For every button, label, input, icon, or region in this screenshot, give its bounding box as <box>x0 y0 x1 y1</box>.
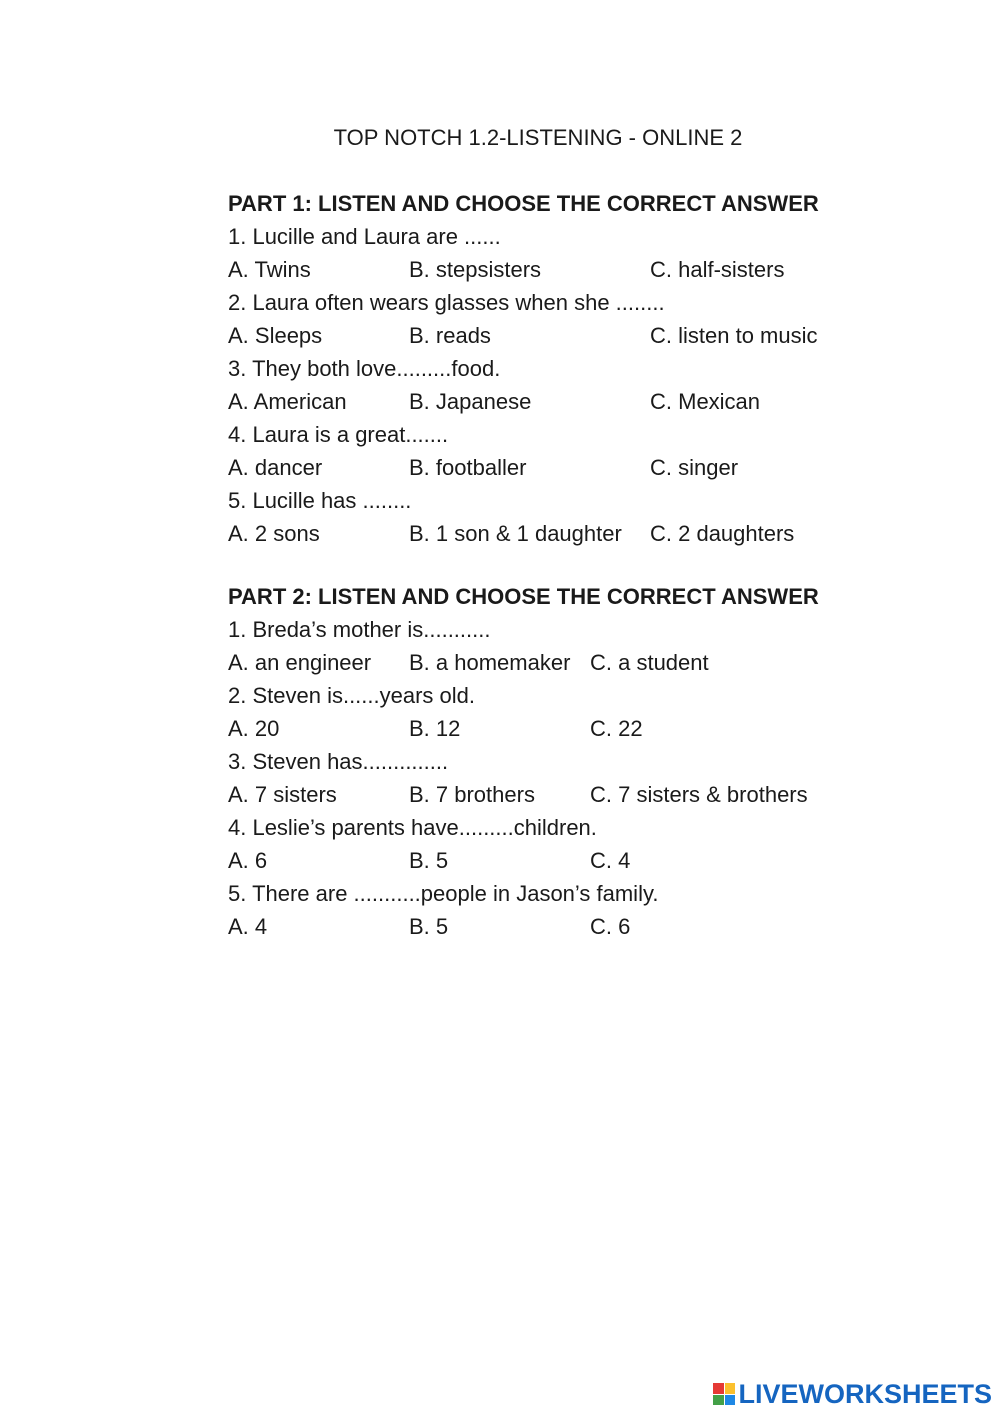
option-c[interactable]: C. listen to music <box>650 323 818 348</box>
part-2-question-5: 5. There are ...........people in Jason’s family. <box>228 881 659 906</box>
option-c[interactable]: C. half-sisters <box>650 257 785 282</box>
liveworksheets-logo-icon <box>713 1383 735 1405</box>
option-a[interactable]: A. Twins <box>228 257 311 282</box>
part-1-options-4 <box>228 451 928 484</box>
option-b[interactable]: B. footballer <box>409 455 527 480</box>
option-a[interactable]: A. 20 <box>228 716 280 741</box>
option-a[interactable]: A. American <box>228 389 347 414</box>
option-c[interactable]: C. 6 <box>590 914 631 939</box>
part-1-options-1 <box>228 253 928 286</box>
part-2-options-2 <box>228 712 928 745</box>
part-1-question-4: 4. Laura is a great....... <box>228 422 449 447</box>
option-b[interactable]: B. a homemaker <box>409 650 571 675</box>
part-1-question-2: 2. Laura often wears glasses when she ........ <box>228 290 665 315</box>
option-a[interactable]: A. 6 <box>228 848 268 873</box>
part-2-question-3: 3. Steven has.............. <box>228 749 449 774</box>
part-1-question-5: 5. Lucille has ........ <box>228 488 412 513</box>
option-c[interactable]: C. a student <box>590 650 709 675</box>
option-c[interactable]: C. 2 daughters <box>650 521 795 546</box>
option-c[interactable]: C. Mexican <box>650 389 761 414</box>
part-1-options-5 <box>228 517 928 550</box>
option-b[interactable]: B. 5 <box>409 848 449 873</box>
part-2-section <box>228 580 928 943</box>
part-2-heading: PART 2: LISTEN AND CHOOSE THE CORRECT ANSWER <box>228 584 819 609</box>
part-1-section <box>228 187 928 550</box>
option-a[interactable]: A. dancer <box>228 455 323 480</box>
part-1-heading: PART 1: LISTEN AND CHOOSE THE CORRECT ANSWER <box>228 191 819 216</box>
option-a[interactable]: A. 7 sisters <box>228 782 337 807</box>
part-2-options-1 <box>228 646 928 679</box>
liveworksheets-logo <box>713 1379 992 1409</box>
part-2-options-5 <box>228 910 928 943</box>
part-1-options-3 <box>228 385 928 418</box>
page-title: TOP NOTCH 1.2-LISTENING - ONLINE 2 <box>333 125 743 150</box>
option-a[interactable]: A. Sleeps <box>228 323 323 348</box>
option-c[interactable]: C. 22 <box>590 716 643 741</box>
part-2-options-3 <box>228 778 928 811</box>
liveworksheets-logo-text: LIVEWORKSHEETS <box>738 1378 992 1409</box>
part-1-options-2 <box>228 319 928 352</box>
part-2-question-4: 4. Leslie’s parents have.........children. <box>228 815 597 840</box>
option-b[interactable]: B. stepsisters <box>409 257 542 282</box>
option-a[interactable]: A. 4 <box>228 914 268 939</box>
part-2-question-2: 2. Steven is......years old. <box>228 683 476 708</box>
part-1-question-1: 1. Lucille and Laura are ...... <box>228 224 501 249</box>
option-b[interactable]: B. 7 brothers <box>409 782 535 807</box>
option-b[interactable]: B. 5 <box>409 914 449 939</box>
option-a[interactable]: A. 2 sons <box>228 521 320 546</box>
part-2-options-4 <box>228 844 928 877</box>
part-1-question-3: 3. They both love.........food. <box>228 356 501 381</box>
part-2-question-1: 1. Breda’s mother is........... <box>228 617 491 642</box>
option-b[interactable]: B. 12 <box>409 716 461 741</box>
option-c[interactable]: C. singer <box>650 455 739 480</box>
option-b[interactable]: B. 1 son & 1 daughter <box>409 521 622 546</box>
option-a[interactable]: A. an engineer <box>228 650 372 675</box>
option-b[interactable]: B. Japanese <box>409 389 532 414</box>
option-b[interactable]: B. reads <box>409 323 491 348</box>
option-c[interactable]: C. 7 sisters & brothers <box>590 782 808 807</box>
option-c[interactable]: C. 4 <box>590 848 631 873</box>
